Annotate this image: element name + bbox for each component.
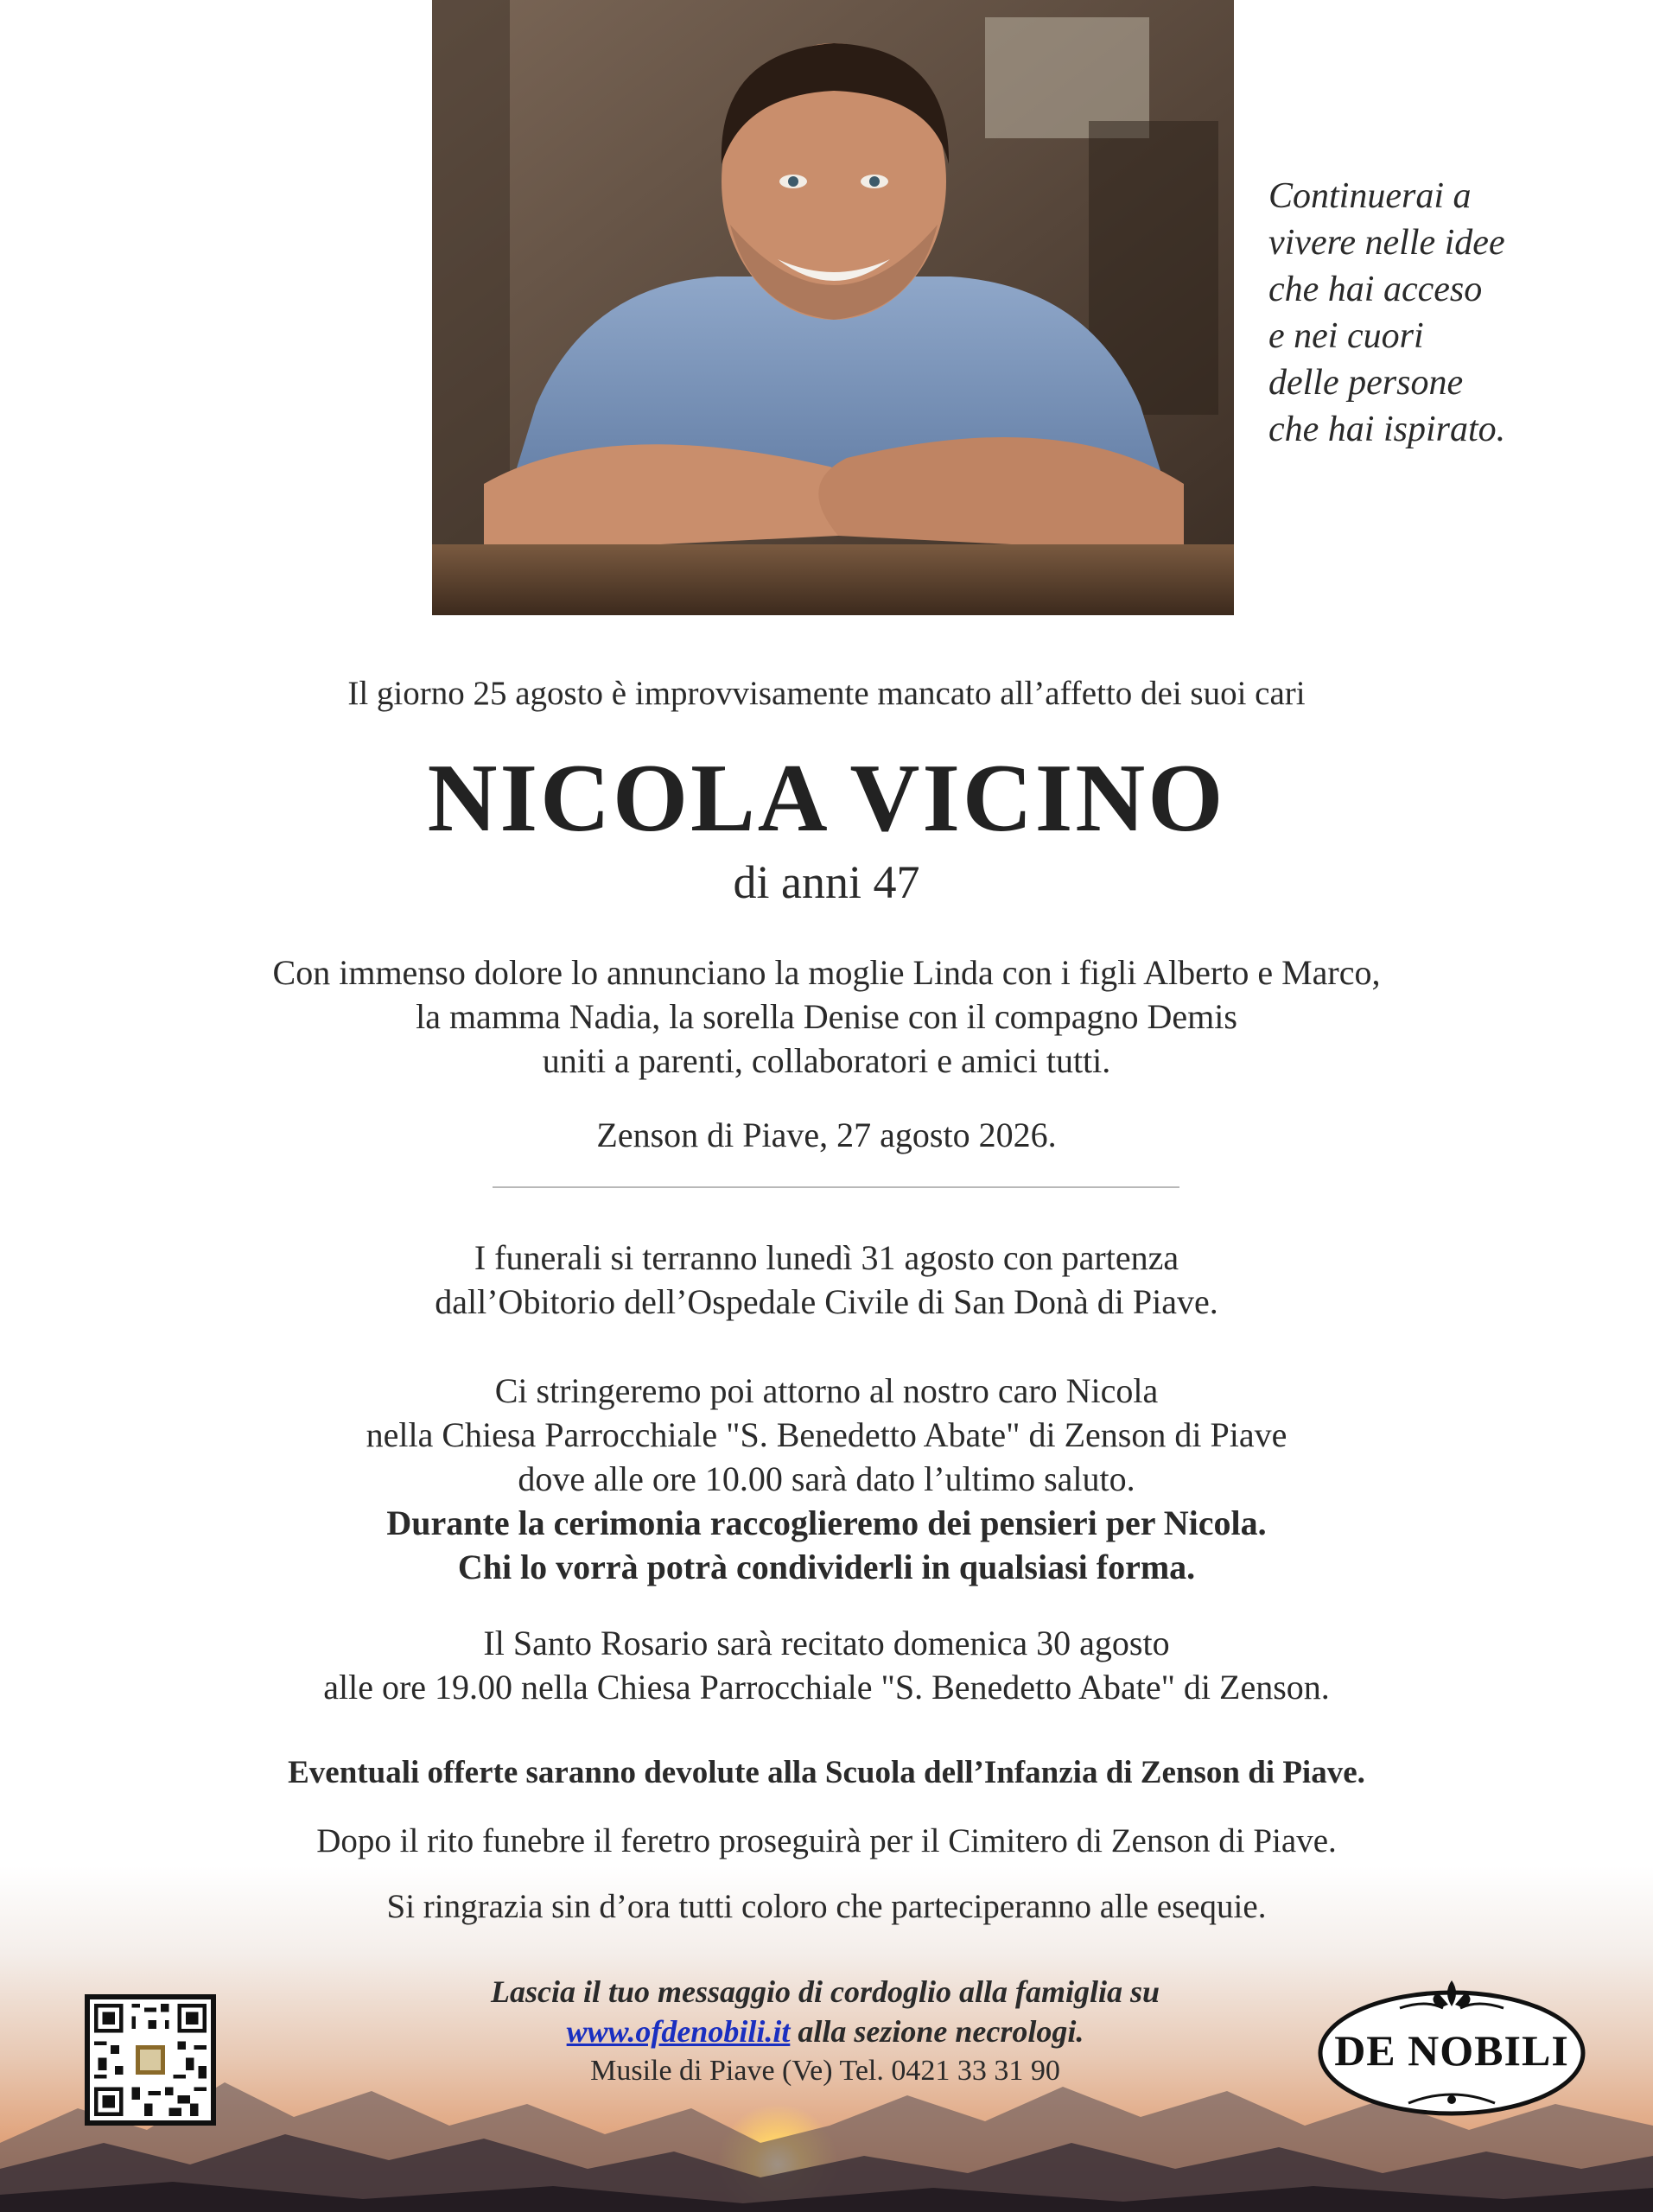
footer-condolence-line: Lascia il tuo messaggio di cordoglio alla famiglia su: [490, 1974, 1160, 2009]
quote-line: Continuerai a: [1268, 176, 1472, 216]
funeral-info: [0, 1236, 1653, 1324]
rosary-info: [0, 1621, 1653, 1709]
offers-text: Eventuali offerte saranno devolute alla Scuola dell’Infanzia di Zenson di Piave.: [288, 1755, 1365, 1790]
burial-text: Dopo il rito funebre il feretro proseguirà per il Cimitero di Zenson di Piave.: [316, 1822, 1337, 1859]
website-link[interactable]: www.ofdenobili.it: [566, 2014, 791, 2049]
deceased-age: di anni 47: [733, 856, 920, 908]
footer-website-line: [346, 2013, 1305, 2050]
announce-line: Con immenso dolore lo annunciano la moglie Linda con i figli Alberto e Marco,: [272, 953, 1381, 992]
footer-website-rest: alla sezione necrologi.: [790, 2014, 1084, 2049]
intro-text: Il giorno 25 agosto è improvvisamente mancato all’affetto dei suoi cari: [347, 675, 1306, 712]
church-info: [0, 1369, 1653, 1589]
church-line: dove alle ore 10.00 sarà dato l’ultimo saluto.: [518, 1459, 1135, 1498]
rosary-line: alle ore 19.00 nella Chiesa Parrocchiale "S. Benedetto Abate" di Zenson.: [323, 1668, 1330, 1707]
funeral-line: I funerali si terranno lunedì 31 agosto con partenza: [474, 1238, 1179, 1277]
quote-line: e nei cuori: [1268, 316, 1424, 356]
announcement: [0, 950, 1653, 1083]
quote-line: che hai ispirato.: [1268, 410, 1506, 449]
portrait-photo: [432, 0, 1234, 615]
rosary-line: Il Santo Rosario sarà recitato domenica 30 agosto: [483, 1624, 1170, 1662]
announce-line: la mamma Nadia, la sorella Denise con il compagno Demis: [416, 997, 1237, 1036]
announce-line: uniti a parenti, collaboratori e amici tutti.: [542, 1041, 1111, 1080]
qr-code-icon[interactable]: [85, 1994, 216, 2126]
quote-line: delle persone: [1268, 363, 1464, 403]
deceased-name: NICOLA VICINO: [427, 745, 1226, 852]
divider: [493, 1186, 1179, 1188]
church-line: nella Chiesa Parrocchiale "S. Benedetto Abate" di Zenson di Piave: [366, 1415, 1287, 1454]
thanks-text: Si ringrazia sin d’ora tutti coloro che parteciperanno alle esequie.: [386, 1888, 1267, 1925]
church-bold-line: Chi lo vorrà potrà condividerli in qualsiasi forma.: [457, 1548, 1196, 1586]
memorial-quote: [1268, 173, 1631, 453]
footer-message: [346, 1974, 1305, 2088]
funeral-line: dall’Obitorio dell’Ospedale Civile di San Donà di Piave.: [435, 1282, 1218, 1321]
place-date: Zenson di Piave, 27 agosto 2026.: [596, 1116, 1057, 1154]
quote-line: che hai acceso: [1268, 270, 1483, 309]
church-bold-line: Durante la cerimonia raccoglieremo dei pensieri per Nicola.: [386, 1503, 1267, 1542]
logo-text: DE NOBILI: [1334, 2026, 1569, 2075]
de-nobili-logo: [1313, 1974, 1590, 2120]
footer-contact: Musile di Piave (Ve) Tel. 0421 33 31 90: [590, 2055, 1060, 2087]
quote-line: vivere nelle idee: [1268, 223, 1505, 263]
church-line: Ci stringeremo poi attorno al nostro caro Nicola: [494, 1371, 1159, 1410]
